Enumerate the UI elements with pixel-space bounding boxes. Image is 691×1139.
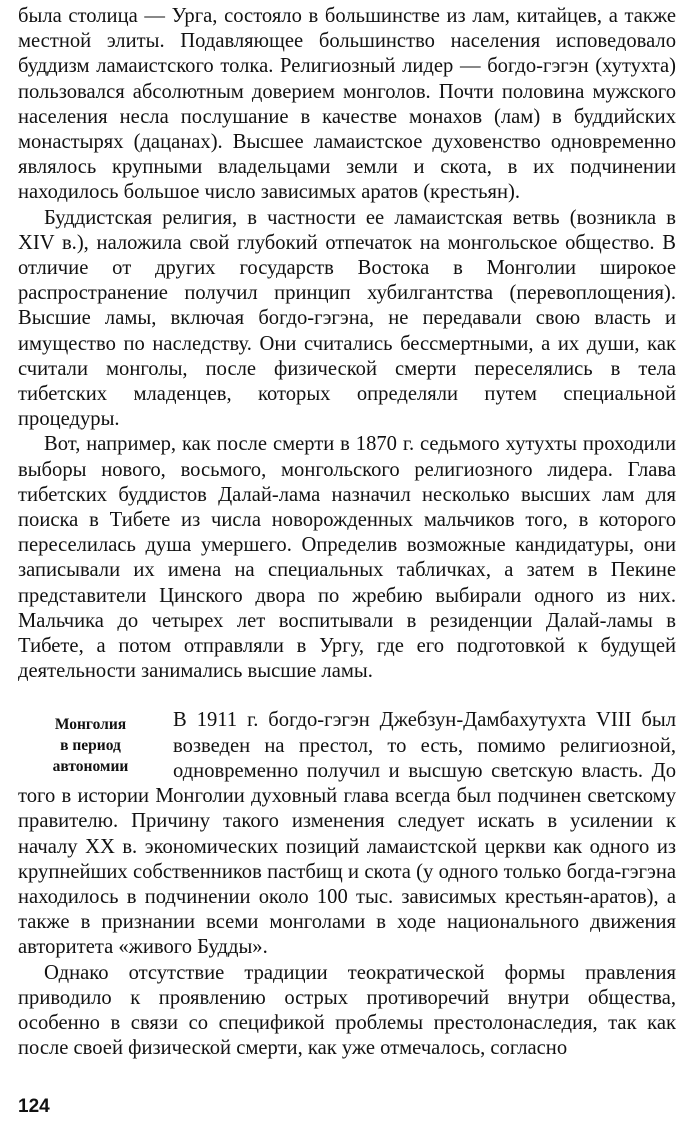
page-number: 124 <box>18 1096 50 1117</box>
section-side-heading <box>18 714 163 777</box>
book-page <box>18 4 676 1061</box>
body-paragraph: Однако отсутствие традиции теократической формы правления приводило к проявлению острых противоречий внутри общества, особенно в связи со спецификой проблемы престолонаследия, так как после своей физической смерти, как уже отмечалось, согласно <box>18 961 676 1060</box>
body-paragraph: Буддистская религия, в частности ее ламаистская ветвь (возникла в XIV в.), наложила свой глубокий отпечаток на монгольское общество. В отличие от других государств Востока в Монголии широкое распространение получил принцип хубилгантства (перевоплощения). Высшие ламы, включая богдо-гэгэна, не передавали свою власть и имущество по наследству. Они считались бессмертными, а их души, как считали монголы, после физической смерти переселялись в тела тибетских младенцев, которых определяли путем специальной процедуры. <box>18 206 676 431</box>
body-paragraph: В 1911 г. богдо-гэгэн Джебзун-Дамбахутухта VIII был возведен на престол, то есть, помимо религиозной, одновременно получил и высшую светскую власть. До того в истории Монголии духовный глава всегда был подчинен светскому правителю. Причину такого изменения следует искать в усилении к началу XX в. экономических позиций ламаистской церкви как одного из крупнейших собственников пастбищ и скота (у одного только богда-гэгэна находилось в подчинении около 100 тыс. зависимых крестьян-аратов), а также в признании всеми монголами в ходе национального движения авторитета «живого Будды». <box>18 709 676 959</box>
side-heading-line: в период <box>60 737 121 755</box>
body-paragraph: была столица — Урга, состояло в большинстве из лам, китайцев, а также местной элиты. Подавляющее большинство населения исповедовало буддизм ламаистского толка. Религиозный лидер — богдо-гэгэн (хутухта) пользовался абсолютным доверием монголов. Почти половина мужского населения несла послушание в качестве монахов (лам) в буддийских монастырях (дацанах). Высшее ламаистское духовенство одновременно являлось крупными владельцами земли и скота, в их подчинении находилось большое число зависимых аратов (крестьян). <box>18 5 676 204</box>
section-mongolia-autonomy <box>18 708 676 1061</box>
body-paragraph: Вот, например, как после смерти в 1870 г. седьмого хутухты проходили выборы нового, восьмого, монгольского религиозного лидера. Глава тибетских буддистов Далай-лама назначил несколько высших лам для поиска в Тибете из числа новорожденных мальчиков того, в которого переселилась душа умершего. Определив возможные кандидатуры, они записывали их имена на специальных табличках, а затем в Пекине представители Цинского двора по жребию выбирали одного из них. Мальчика до четырех лет воспитывали в резиденции Далай-ламы в Тибете, а потом отправляли в Ургу, где его подготовкой к будущей деятельности занимались высшие ламы. <box>18 433 676 683</box>
side-heading-line: Монголия <box>54 716 127 734</box>
side-heading-line: автономии <box>52 758 129 776</box>
